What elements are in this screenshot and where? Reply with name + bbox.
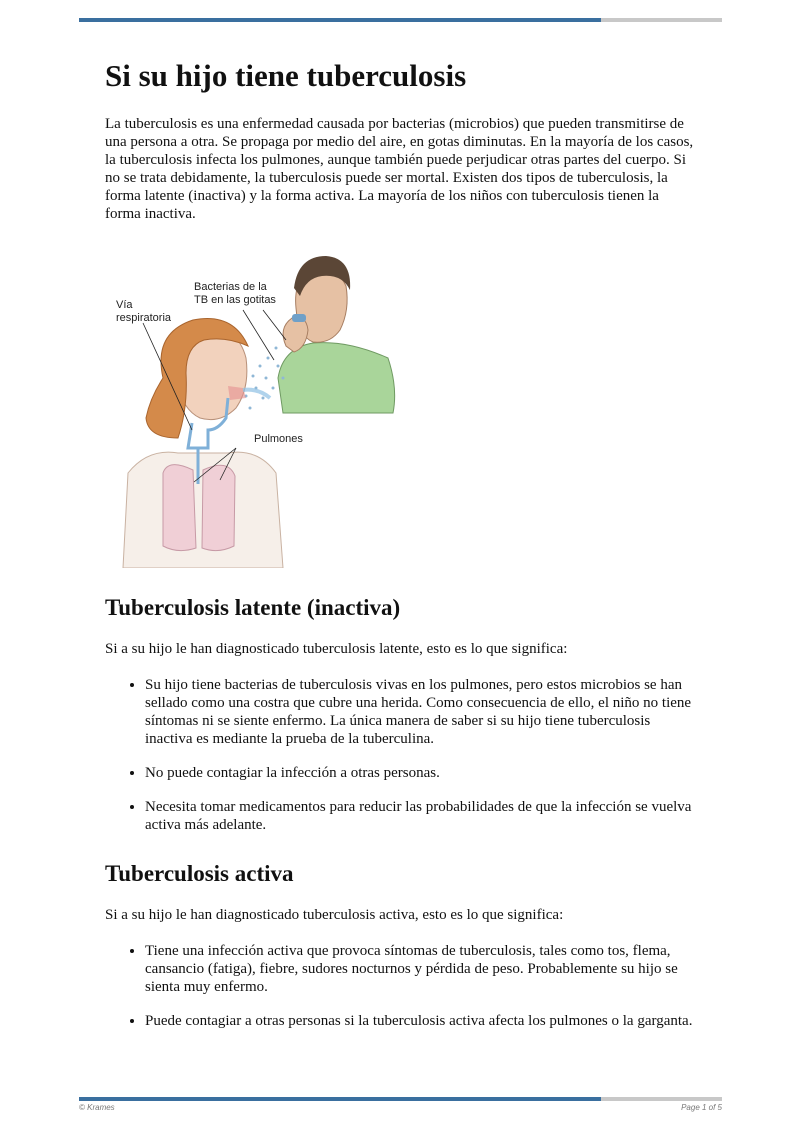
latent-heading: Tuberculosis latente (inactiva): [105, 595, 401, 620]
list-item: • Su hijo tiene bacterias de tuberculosis vivas en los pulmones, pero estos microbios se han sellado como una costra que cubre una herida. Como consecuencia de ello, el niño no tiene síntomas ni se siente enfermo. La única manera de saber si su hijo tiene tuberculosis inactiva es mediante la prueba de la tuberculina.: [145, 676, 697, 748]
label-airway-line-2: respiratoria: [116, 312, 172, 324]
label-airway-line-1: Vía: [116, 299, 133, 311]
latent-lead: Si a su hijo le han diagnosticado tuberculosis latente, esto es lo que significa:: [105, 641, 568, 657]
active-list: [105, 942, 697, 1030]
list-item: • Necesita tomar medicamentos para reducir las probabilidades de que la infección se vuelva activa más adelante.: [145, 798, 697, 834]
man-figure: [278, 256, 395, 413]
footer-page-number: Page 1 of 5: [681, 1103, 722, 1112]
bottom-rule: [79, 1097, 722, 1101]
bottom-rule-accent: [79, 1097, 601, 1101]
latent-list: [105, 676, 697, 834]
intro-paragraph: La tuberculosis es una enfermedad causada por bacterias (microbios) que pueden transmitirse de una persona a otra. Se propaga por medio del aire, en gotas diminutas. En la mayoría de los casos, la tuberculosis infecta los pulmones, aunque también puede perjudicar otras partes del cuerpo. Si no se trata debidamente, la tuberculosis puede ser mortal. Existen dos tipos de tuberculosis, la forma latente (inactiva) y la forma activa. La mayoría de los niños con tuberculosis tienen la forma inactiva.: [105, 116, 694, 222]
label-lungs: Pulmones: [254, 433, 303, 445]
top-rule: [79, 18, 722, 22]
label-bacteria-line-2: TB en las gotitas: [194, 294, 276, 306]
label-bacteria-line-1: Bacterias de la: [194, 281, 267, 293]
top-rule-accent: [79, 18, 601, 22]
tb-illustration: [108, 248, 408, 568]
page-content: [105, 56, 697, 1030]
tb-illustration-drawing: [108, 248, 408, 568]
page-title: Si su hijo tiene tuberculosis: [105, 58, 467, 93]
active-lead: Si a su hijo le han diagnosticado tuberculosis activa, esto es lo que significa:: [105, 907, 564, 923]
footer-copyright: © Krames: [79, 1103, 115, 1112]
active-heading: Tuberculosis activa: [105, 861, 294, 886]
list-item: • Tiene una infección activa que provoca síntomas de tuberculosis, tales como tos, flema, cansancio (fatiga), fiebre, sudores nocturnos y pérdida de peso. Probablemente su hijo se sienta muy enfermo.: [145, 942, 697, 996]
list-item: • No puede contagiar la infección a otras personas.: [145, 764, 697, 782]
list-item: • Puede contagiar a otras personas si la tuberculosis activa afecta los pulmones o la garganta.: [145, 1012, 697, 1030]
